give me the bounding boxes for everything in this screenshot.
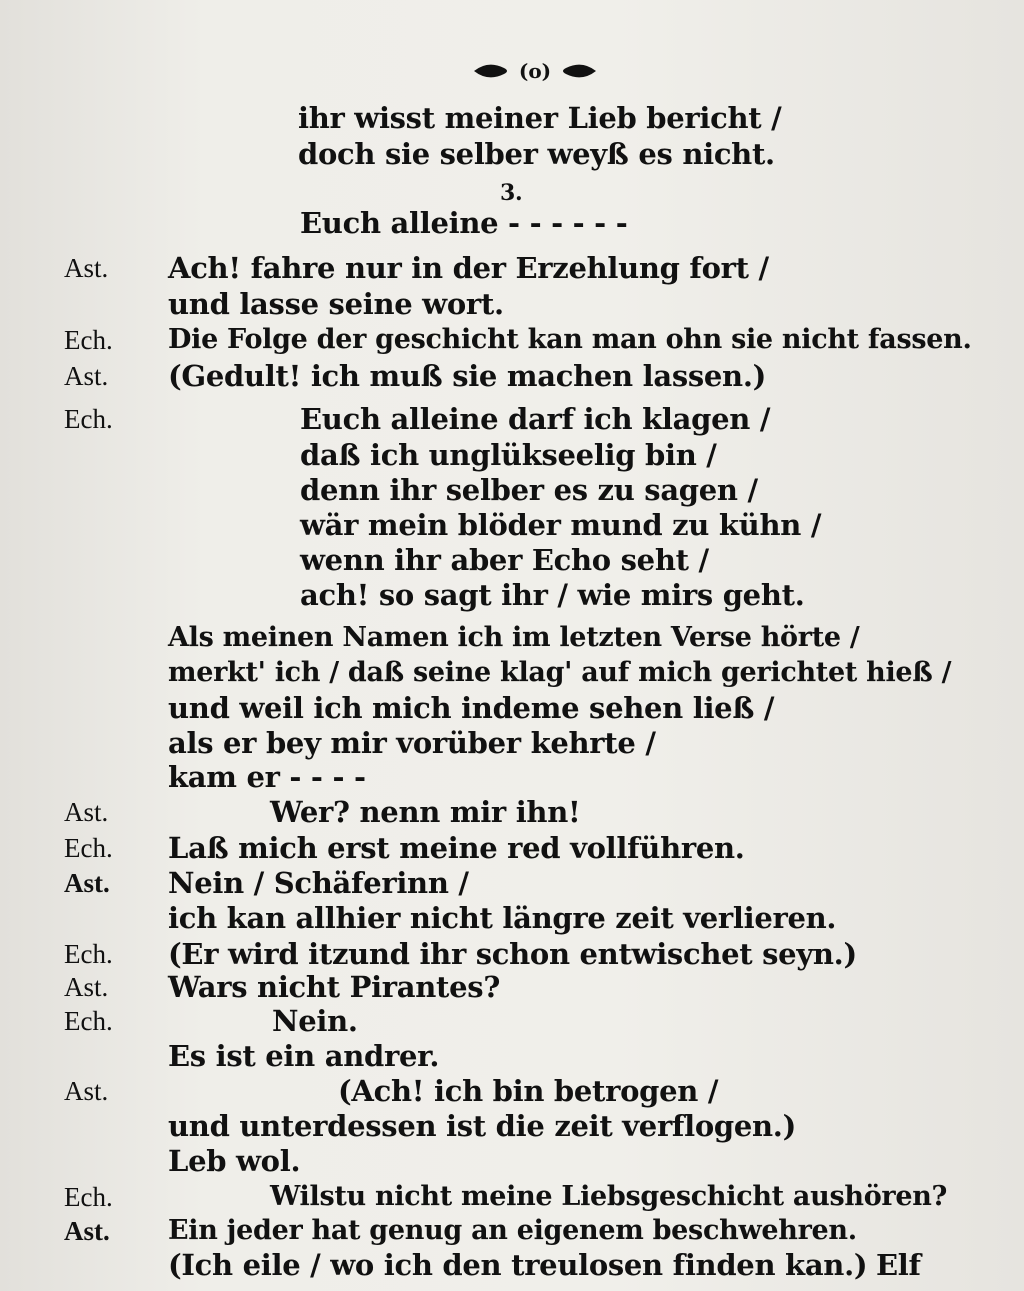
speaker-label: Ast. [64,1216,110,1246]
dialogue-line: Als meinen Namen ich im letzten Verse hörte / [168,622,860,653]
dialogue-line: ich kan allhier nicht längre zeit verlieren. [168,901,837,935]
dialogue-line: (Er wird itzund ihr schon entwischet seyn.) [168,937,857,971]
speaker-label: Ast. [64,868,110,898]
speaker-label: Ech. [64,325,113,355]
verse-line: Euch alleine darf ich klagen / [300,402,771,436]
dialogue-line: Es ist ein andrer. [168,1039,440,1073]
dialogue-line: (Gedult! ich muß sie machen lassen.) [168,359,767,393]
dialogue-line: (Ich eile / wo ich den treulosen finden kan.) [168,1248,868,1282]
stanza-number: 3. [500,180,523,206]
dialogue-line: Ein jeder hat genug an eigenem beschwehren. [168,1215,857,1246]
speaker-label: Ech. [64,833,113,863]
dialogue-line: (Ach! ich bin betrogen / [338,1074,719,1108]
speaker-label: Ech. [64,1006,113,1036]
dialogue-line: Leb wol. [168,1144,301,1178]
dialogue-line: merkt' ich / daß seine klag' auf mich gerichtet hieß / [168,657,952,688]
header-ornament [470,56,600,86]
catchword: Elf [876,1248,921,1282]
verse-line: ihr wisst meiner Lieb bericht / [298,101,782,135]
speaker-label: Ech. [64,1182,113,1212]
dialogue-line: und unterdessen ist die zeit verflogen.) [168,1109,796,1143]
verse-line: daß ich unglükseelig bin / [300,438,717,472]
verse-line: ach! so sagt ihr / wie mirs geht. [300,578,805,612]
dialogue-line: kam er - - - - [168,760,366,794]
dialogue-line: Wilstu nicht meine Liebsgeschicht aushören? [270,1181,948,1212]
verse-line: wär mein blöder mund zu kühn / [300,508,822,542]
speaker-label: Ast. [64,972,109,1002]
dialogue-line: Die Folge der geschicht kan man ohn sie nicht fassen. [168,324,972,355]
dialogue-line: und weil ich mich indeme sehen ließ / [168,691,775,725]
dialogue-line: als er bey mir vorüber kehrte / [168,726,656,760]
speaker-label: Ast. [64,253,109,283]
dialogue-line: und lasse seine wort. [168,287,504,321]
dialogue-line: Nein / Schäferinn / [168,866,469,900]
verse-line: doch sie selber weyß es nicht. [298,137,775,171]
speaker-label: Ast. [64,361,109,391]
speaker-label: Ast. [64,1076,109,1106]
speaker-label: Ech. [64,939,113,969]
header-ornament-text: (o) [518,59,552,83]
dialogue-line: Wer? nenn mir ihn! [270,795,581,829]
verse-line: Euch alleine - - - - - - [300,206,628,240]
dialogue-line: Ach! fahre nur in der Erzehlung fort / [168,251,769,285]
dialogue-line: Nein. [272,1004,358,1038]
speaker-label: Ech. [64,404,113,434]
dialogue-line: Wars nicht Pirantes? [168,970,501,1004]
verse-line: denn ihr selber es zu sagen / [300,473,758,507]
verse-line: wenn ihr aber Echo seht / [300,543,709,577]
dialogue-line: Laß mich erst meine red vollführen. [168,831,745,865]
speaker-label: Ast. [64,797,109,827]
